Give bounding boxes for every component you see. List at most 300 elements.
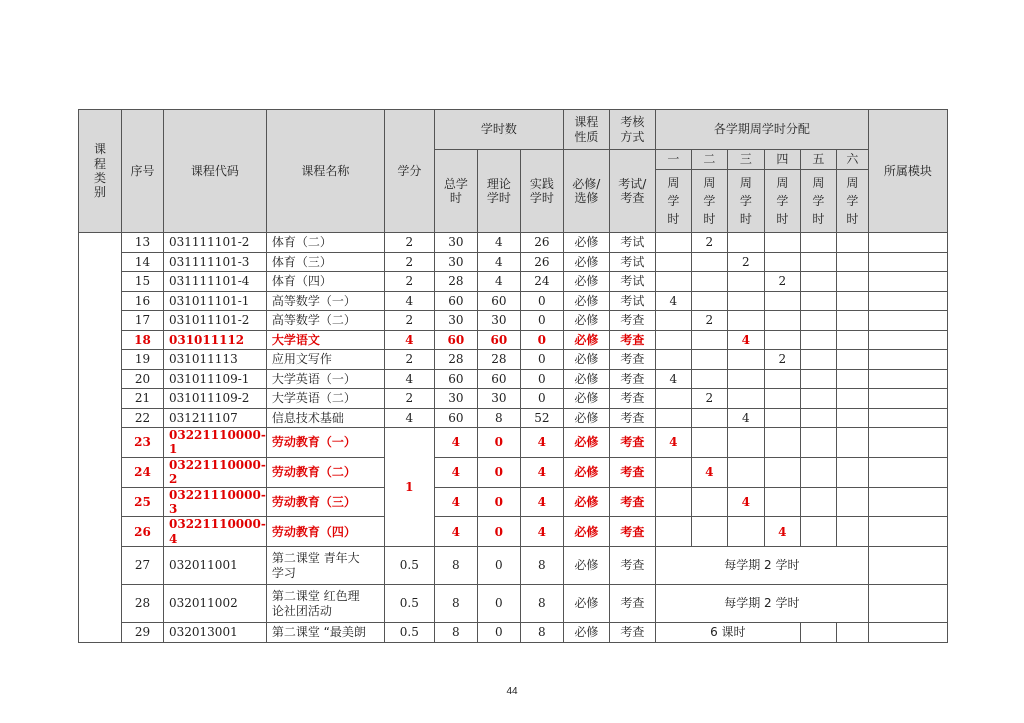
row-theory: 4 [477, 233, 520, 253]
row-sem-3 [727, 517, 764, 547]
row-code: 031211107 [164, 408, 267, 428]
row-code: 031111101-4 [164, 272, 267, 292]
row-theory: 0 [477, 517, 520, 547]
row-name: 体育（四） [266, 272, 384, 292]
row-theory: 0 [477, 585, 520, 623]
row-name: 劳动教育（二） [266, 457, 384, 487]
row-sem-5 [800, 291, 836, 311]
header-sem-2: 二 [691, 150, 727, 170]
row-code: 031011109-1 [164, 369, 267, 389]
row-code: 03221110000-4 [164, 517, 267, 547]
row-assess: 考查 [609, 350, 655, 370]
row-credit: 4 [384, 408, 434, 428]
row-sem-2 [691, 428, 727, 458]
row-credit: 0.5 [384, 585, 434, 623]
row-theory: 4 [477, 252, 520, 272]
row-credit: 2 [384, 311, 434, 331]
row-practice: 52 [520, 408, 563, 428]
row-theory: 30 [477, 389, 520, 409]
row-practice: 0 [520, 311, 563, 331]
row-practice: 4 [520, 517, 563, 547]
row-sem-2 [691, 369, 727, 389]
header-assess-sub: 考试/考查 [609, 150, 655, 233]
row-total: 8 [434, 623, 477, 643]
row-name: 劳动教育（四） [266, 517, 384, 547]
row-sem-1 [655, 330, 691, 350]
row-sem-3 [727, 233, 764, 253]
row-sem-4: 2 [764, 272, 800, 292]
row-sem-4 [764, 487, 800, 517]
row-sem-3 [727, 457, 764, 487]
row-module [868, 330, 947, 350]
row-assess: 考查 [609, 487, 655, 517]
row-nature: 必修 [563, 389, 609, 409]
row-credit: 2 [384, 233, 434, 253]
row-practice: 4 [520, 487, 563, 517]
row-nature: 必修 [563, 330, 609, 350]
row-total: 8 [434, 547, 477, 585]
row-sem-1 [655, 233, 691, 253]
row-total: 60 [434, 369, 477, 389]
table-row [79, 517, 948, 547]
row-sem-2 [691, 517, 727, 547]
row-sem-1 [655, 408, 691, 428]
row-total: 4 [434, 457, 477, 487]
table-row [79, 457, 948, 487]
row-sem-3 [727, 291, 764, 311]
row-practice: 0 [520, 350, 563, 370]
row-total: 30 [434, 389, 477, 409]
row-seq: 28 [122, 585, 164, 623]
row-practice: 0 [520, 330, 563, 350]
table-row [79, 233, 948, 253]
row-sem-6 [836, 389, 868, 409]
row-sem-6 [836, 252, 868, 272]
header-sem-4: 四 [764, 150, 800, 170]
row-assess: 考查 [609, 369, 655, 389]
header-week-hours: 周 学 时 [655, 170, 691, 233]
row-nature: 必修 [563, 517, 609, 547]
row-nature: 必修 [563, 369, 609, 389]
row-semester-alloc: 6 课时 [655, 623, 800, 643]
row-code: 032011002 [164, 585, 267, 623]
row-theory: 60 [477, 330, 520, 350]
row-nature: 必修 [563, 487, 609, 517]
row-sem-4 [764, 408, 800, 428]
row-sem-5 [800, 517, 836, 547]
row-assess: 考试 [609, 252, 655, 272]
row-seq: 20 [122, 369, 164, 389]
row-sem-1 [655, 350, 691, 370]
page-number: 44 [506, 686, 518, 697]
row-code: 03221110000-1 [164, 428, 267, 458]
row-sem-6 [836, 311, 868, 331]
row-sem-2: 2 [691, 389, 727, 409]
header-sem-3: 三 [727, 150, 764, 170]
row-assess: 考查 [609, 428, 655, 458]
row-total: 28 [434, 350, 477, 370]
row-total: 60 [434, 330, 477, 350]
header-week-hours: 周 学 时 [800, 170, 836, 233]
row-module [868, 428, 947, 458]
row-sem-3: 4 [727, 330, 764, 350]
row-assess: 考查 [609, 408, 655, 428]
row-module [868, 547, 947, 585]
row-sem-4 [764, 330, 800, 350]
row-sem-2 [691, 487, 727, 517]
table-row [79, 350, 948, 370]
row-module [868, 623, 947, 643]
table-row [79, 291, 948, 311]
row-sem-4 [764, 311, 800, 331]
row-module [868, 350, 947, 370]
header-seq: 序号 [122, 110, 164, 233]
row-sem-6 [836, 408, 868, 428]
row-sem-6 [836, 350, 868, 370]
row-sem-3 [727, 350, 764, 370]
row-sem-4 [764, 389, 800, 409]
row-total: 4 [434, 487, 477, 517]
row-name: 大学英语（一） [266, 369, 384, 389]
row-sem-5 [800, 350, 836, 370]
row-credit: 4 [384, 369, 434, 389]
header-sem-5: 五 [800, 150, 836, 170]
header-theory: 理论学时 [477, 150, 520, 233]
row-sem-4 [764, 233, 800, 253]
row-theory: 4 [477, 272, 520, 292]
row-code: 03221110000-2 [164, 457, 267, 487]
row-seq: 27 [122, 547, 164, 585]
row-seq: 22 [122, 408, 164, 428]
row-sem-5 [800, 311, 836, 331]
category-cell [79, 233, 122, 643]
row-nature: 必修 [563, 408, 609, 428]
row-sem-6 [836, 623, 868, 643]
row-sem-5 [800, 233, 836, 253]
row-credit: 4 [384, 330, 434, 350]
table-row [79, 547, 948, 585]
header-name: 课程名称 [266, 110, 384, 233]
header-nature-sub: 必修/选修 [563, 150, 609, 233]
table-row [79, 408, 948, 428]
row-module [868, 389, 947, 409]
row-module [868, 252, 947, 272]
row-total: 60 [434, 291, 477, 311]
row-sem-6 [836, 272, 868, 292]
row-theory: 0 [477, 428, 520, 458]
table-row [79, 389, 948, 409]
row-seq: 17 [122, 311, 164, 331]
header-week-hours: 周 学 时 [836, 170, 868, 233]
row-name [266, 585, 384, 623]
row-seq: 23 [122, 428, 164, 458]
row-assess: 考查 [609, 330, 655, 350]
header-week-hours: 周 学 时 [764, 170, 800, 233]
row-name: 劳动教育（一） [266, 428, 384, 458]
table-row [79, 252, 948, 272]
row-nature: 必修 [563, 272, 609, 292]
row-code: 03221110000-3 [164, 487, 267, 517]
row-sem-4: 4 [764, 517, 800, 547]
row-sem-3: 4 [727, 487, 764, 517]
row-practice: 8 [520, 623, 563, 643]
row-sem-6 [836, 487, 868, 517]
row-sem-1 [655, 252, 691, 272]
row-code: 031011101-2 [164, 311, 267, 331]
row-name: 高等数学（二） [266, 311, 384, 331]
row-seq: 26 [122, 517, 164, 547]
header-semester-alloc: 各学期周学时分配 [655, 110, 868, 150]
row-nature: 必修 [563, 350, 609, 370]
row-code: 031011101-1 [164, 291, 267, 311]
row-total: 60 [434, 408, 477, 428]
course-table [78, 109, 948, 643]
header-code: 课程代码 [164, 110, 267, 233]
row-total: 30 [434, 311, 477, 331]
row-sem-2 [691, 272, 727, 292]
labor-credit: 1 [384, 428, 434, 547]
row-name: 信息技术基础 [266, 408, 384, 428]
row-sem-2: 2 [691, 233, 727, 253]
row-seq: 21 [122, 389, 164, 409]
row-seq: 15 [122, 272, 164, 292]
row-sem-4 [764, 457, 800, 487]
header-hours: 学时数 [434, 110, 563, 150]
row-semester-alloc: 每学期 2 学时 [655, 585, 868, 623]
row-practice: 0 [520, 389, 563, 409]
row-module [868, 311, 947, 331]
row-credit: 0.5 [384, 623, 434, 643]
row-seq: 29 [122, 623, 164, 643]
row-name [266, 547, 384, 585]
row-semester-alloc: 每学期 2 学时 [655, 547, 868, 585]
row-name: 体育（三） [266, 252, 384, 272]
row-name-line: 第二课堂 “最美朗 [271, 625, 366, 640]
row-module [868, 369, 947, 389]
row-code: 032013001 [164, 623, 267, 643]
row-sem-3 [727, 428, 764, 458]
header-total: 总学时 [434, 150, 477, 233]
row-module [868, 408, 947, 428]
row-sem-1 [655, 311, 691, 331]
row-code: 031011109-2 [164, 389, 267, 409]
row-name: 高等数学（一） [266, 291, 384, 311]
row-sem-3: 2 [727, 252, 764, 272]
row-total: 8 [434, 585, 477, 623]
row-name: 应用文写作 [266, 350, 384, 370]
table-row [79, 585, 948, 623]
row-seq: 19 [122, 350, 164, 370]
row-seq: 18 [122, 330, 164, 350]
header-category: 课程类别 [79, 110, 122, 233]
row-practice: 0 [520, 291, 563, 311]
row-seq: 14 [122, 252, 164, 272]
row-credit: 2 [384, 252, 434, 272]
row-name-line: 第二课堂 青年大 [271, 551, 360, 566]
row-sem-5 [800, 428, 836, 458]
row-sem-5 [800, 272, 836, 292]
row-sem-2 [691, 408, 727, 428]
row-assess: 考试 [609, 272, 655, 292]
row-sem-1 [655, 272, 691, 292]
row-theory: 30 [477, 311, 520, 331]
row-nature: 必修 [563, 623, 609, 643]
row-sem-5 [800, 623, 836, 643]
row-name: 劳动教育（三） [266, 487, 384, 517]
row-assess: 考试 [609, 233, 655, 253]
row-sem-3 [727, 389, 764, 409]
row-total: 4 [434, 428, 477, 458]
header-module: 所属模块 [868, 110, 947, 233]
header-sem-6: 六 [836, 150, 868, 170]
header-practice: 实践学时 [520, 150, 563, 233]
row-sem-1 [655, 389, 691, 409]
row-module [868, 487, 947, 517]
row-practice: 26 [520, 233, 563, 253]
row-sem-5 [800, 487, 836, 517]
row-sem-5 [800, 252, 836, 272]
row-name-line: 第二课堂 红色理 [271, 589, 360, 604]
row-theory: 0 [477, 457, 520, 487]
row-sem-2: 2 [691, 311, 727, 331]
row-seq: 13 [122, 233, 164, 253]
row-theory: 0 [477, 547, 520, 585]
row-module [868, 291, 947, 311]
row-nature: 必修 [563, 585, 609, 623]
row-nature: 必修 [563, 428, 609, 458]
row-module [868, 272, 947, 292]
row-sem-5 [800, 408, 836, 428]
row-name: 大学语文 [266, 330, 384, 350]
row-theory: 28 [477, 350, 520, 370]
row-name: 大学英语（二） [266, 389, 384, 409]
row-code: 031011112 [164, 330, 267, 350]
table-row [79, 487, 948, 517]
row-nature: 必修 [563, 233, 609, 253]
row-sem-1 [655, 517, 691, 547]
header-week-hours: 周 学 时 [727, 170, 764, 233]
row-nature: 必修 [563, 252, 609, 272]
row-module [868, 457, 947, 487]
header-credit: 学分 [384, 110, 434, 233]
row-code: 031111101-3 [164, 252, 267, 272]
row-assess: 考查 [609, 547, 655, 585]
row-sem-2 [691, 330, 727, 350]
row-name-line: 学习 [271, 565, 296, 580]
row-practice: 8 [520, 547, 563, 585]
row-sem-4: 2 [764, 350, 800, 370]
row-assess: 考查 [609, 389, 655, 409]
row-practice: 4 [520, 457, 563, 487]
row-assess: 考查 [609, 311, 655, 331]
row-credit: 4 [384, 291, 434, 311]
table-row [79, 369, 948, 389]
row-sem-5 [800, 457, 836, 487]
row-assess: 考查 [609, 517, 655, 547]
header-week-hours: 周 学 时 [691, 170, 727, 233]
row-assess: 考查 [609, 623, 655, 643]
row-practice: 0 [520, 369, 563, 389]
row-nature: 必修 [563, 457, 609, 487]
row-sem-4 [764, 291, 800, 311]
row-sem-4 [764, 252, 800, 272]
row-total: 4 [434, 517, 477, 547]
row-name: 体育（二） [266, 233, 384, 253]
row-total: 30 [434, 233, 477, 253]
course-rows [79, 233, 948, 643]
row-sem-6 [836, 291, 868, 311]
row-credit: 0.5 [384, 547, 434, 585]
table-row [79, 272, 948, 292]
row-code: 031111101-2 [164, 233, 267, 253]
row-name [266, 623, 384, 643]
header-nature: 课程性质 [563, 110, 609, 150]
row-sem-2 [691, 291, 727, 311]
row-sem-4 [764, 369, 800, 389]
table-row [79, 330, 948, 350]
row-theory: 8 [477, 408, 520, 428]
row-total: 30 [434, 252, 477, 272]
row-sem-2 [691, 252, 727, 272]
row-name-line: 论社团活动 [271, 603, 332, 618]
row-nature: 必修 [563, 547, 609, 585]
header-assess: 考核方式 [609, 110, 655, 150]
row-sem-2: 4 [691, 457, 727, 487]
header-sem-1: 一 [655, 150, 691, 170]
row-sem-1: 4 [655, 369, 691, 389]
row-sem-5 [800, 369, 836, 389]
row-assess: 考试 [609, 291, 655, 311]
row-sem-3 [727, 369, 764, 389]
row-credit: 2 [384, 389, 434, 409]
row-sem-4 [764, 428, 800, 458]
row-seq: 24 [122, 457, 164, 487]
table-row [79, 623, 948, 643]
row-module [868, 585, 947, 623]
row-module [868, 517, 947, 547]
row-seq: 16 [122, 291, 164, 311]
row-sem-1 [655, 487, 691, 517]
row-sem-5 [800, 389, 836, 409]
row-sem-1: 4 [655, 291, 691, 311]
row-credit: 2 [384, 350, 434, 370]
row-sem-1: 4 [655, 428, 691, 458]
row-sem-6 [836, 233, 868, 253]
row-sem-1 [655, 457, 691, 487]
row-sem-6 [836, 330, 868, 350]
row-practice: 26 [520, 252, 563, 272]
row-sem-6 [836, 428, 868, 458]
row-sem-3: 4 [727, 408, 764, 428]
table-row [79, 428, 948, 458]
row-sem-3 [727, 272, 764, 292]
row-practice: 24 [520, 272, 563, 292]
row-credit: 2 [384, 272, 434, 292]
row-nature: 必修 [563, 311, 609, 331]
row-code: 031011113 [164, 350, 267, 370]
row-theory: 0 [477, 487, 520, 517]
row-nature: 必修 [563, 291, 609, 311]
row-practice: 8 [520, 585, 563, 623]
row-sem-2 [691, 350, 727, 370]
row-sem-3 [727, 311, 764, 331]
table-row [79, 311, 948, 331]
row-module [868, 233, 947, 253]
row-sem-6 [836, 517, 868, 547]
row-assess: 考查 [609, 457, 655, 487]
row-sem-6 [836, 369, 868, 389]
row-theory: 0 [477, 623, 520, 643]
